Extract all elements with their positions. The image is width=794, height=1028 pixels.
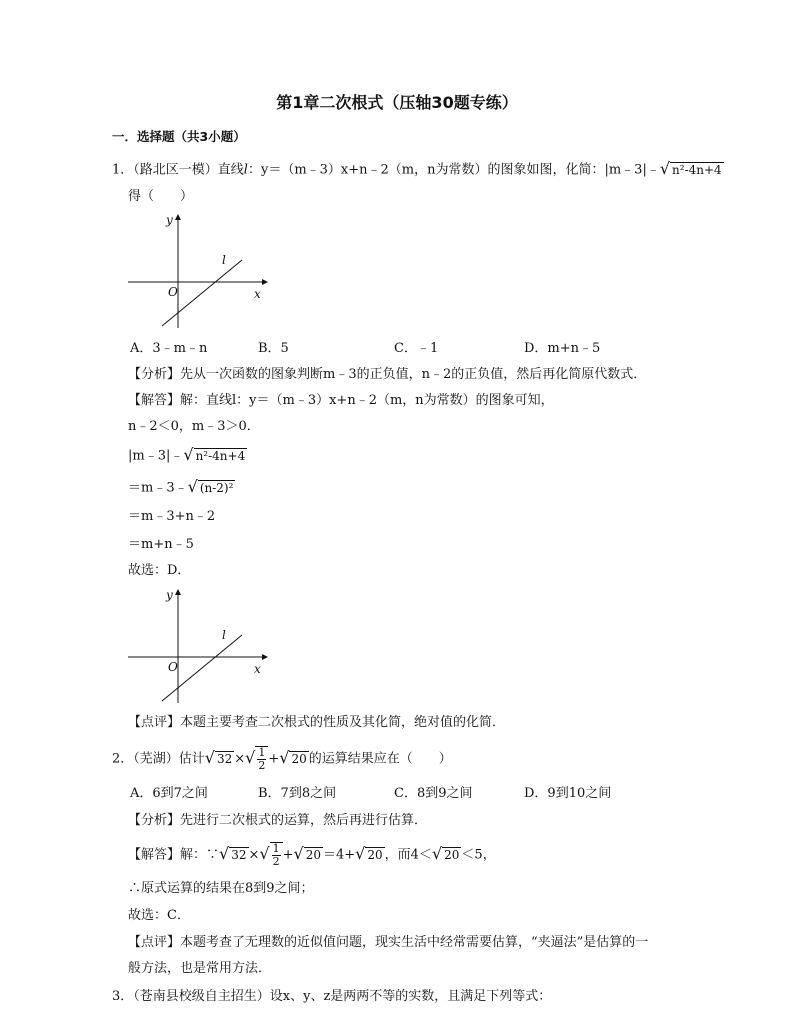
q1-solution-line4-radicand: (n-2)² <box>199 481 234 495</box>
q1-solution-choice: 故选：D． <box>128 563 191 578</box>
q1-graph <box>120 210 270 335</box>
q2-stem-plus: + <box>268 751 280 767</box>
q1-graph-l-label: l <box>222 253 226 267</box>
q1-stem-prefix: 1．（路北区一模）直线 <box>112 162 244 178</box>
q1-stem-colon: ： <box>247 162 261 178</box>
q2-stem <box>112 746 452 772</box>
q2-stem-times: × <box>234 751 246 767</box>
q1-comment: 【点评】本题主要考查二次根式的性质及其化简，绝对值的化简． <box>128 715 506 730</box>
q1-graph-x-arrow <box>262 279 268 285</box>
q2-comment-line2: 般方法，也是常用方法． <box>128 961 272 976</box>
q2-solution-equals: ＝4+ <box>323 847 356 863</box>
q2-analysis: 【分析】先进行二次根式的运算，然后再进行估算． <box>128 813 428 828</box>
q1-line-name: l <box>243 162 248 178</box>
q2-solution-line2: ∴原式运算的结果在8到9之间； <box>128 881 314 896</box>
q1-solution-line5: ＝m﹣3+n﹣2 <box>128 509 216 524</box>
q2-solution-sqrt32: √ 32 <box>219 844 247 863</box>
q2-solution-sqrt20-c: √ 20 <box>431 844 460 863</box>
q1-solution-graph-y-arrow <box>175 589 181 595</box>
q2-solution <box>128 842 496 868</box>
q2-solution-while: ，而4＜ <box>384 847 432 863</box>
q1-solution-line3 <box>128 446 247 466</box>
q2-option-b: B．7到8之间 <box>258 786 337 801</box>
q2-option-d: D．9到10之间 <box>524 786 612 801</box>
q1-solution-line1: 【解答】解：直线l：y＝（m﹣3）x+n﹣2（m，n为常数）的图象可知， <box>128 393 554 408</box>
q1-solution-line3-radical: √ n²-4n+4 <box>183 445 246 464</box>
q2-solution-sqrt-half: √ $\frac{1}{2}$ <box>259 842 282 868</box>
q1-solution-line4-radical: √ (n-2)² <box>187 477 234 496</box>
q2-stem-prefix: 2．（芜湖）估计 <box>112 751 205 767</box>
q1-option-a: A．3﹣m﹣n <box>130 341 208 356</box>
q1-solution-line4 <box>128 478 235 498</box>
q1-stem <box>112 160 724 180</box>
q2-solution-radicand-20-c: 20 <box>444 848 460 862</box>
q2-stem-sqrt20: √ 20 <box>279 748 307 767</box>
q2-solution-sqrt20-a: √ 20 <box>293 844 321 863</box>
q3-stem: 3．（苍南县校级自主招生）设x、y、z是两两不等的实数，且满足下列等式： <box>112 989 552 1004</box>
q1-solution-line3-radicand: n²-4n+4 <box>195 449 246 463</box>
q1-graph-y-arrow <box>175 214 181 220</box>
q2-stem-fraction <box>257 747 266 772</box>
q1-solution-graph-x-arrow <box>262 654 268 660</box>
q1-solution-line2: n﹣2＜0，m﹣3＞0． <box>128 419 260 434</box>
q1-graph-origin-label: O <box>168 285 178 299</box>
q1-solution-line3-text: |m﹣3|﹣ <box>128 448 184 464</box>
q2-solution-sqrt20-b: √ 20 <box>355 844 383 863</box>
q2-solution-prefix: 【解答】解：∵ <box>128 847 220 863</box>
q2-option-c: C．8到9之间 <box>394 786 473 801</box>
q2-stem-fraction-num: 1 <box>258 746 266 759</box>
q1-graph-x-label: x <box>254 287 261 301</box>
q2-stem-radicand-32: 32 <box>216 752 233 766</box>
q1-solution-graph-l-label: l <box>222 628 226 642</box>
q1-solution-line6: ＝m+n﹣5 <box>128 537 194 552</box>
q1-solution-graph-y-label: y <box>166 588 173 602</box>
page-title: 第1章二次根式（压轴30题专练） <box>276 93 518 112</box>
q1-analysis: 【分析】先从一次函数的图象判断m﹣3的正负值，n﹣2的正负值，然后再化简原代数式． <box>128 367 647 382</box>
q1-stem-radicand: n²-4n+4 <box>672 163 722 177</box>
q2-option-a: A．6到7之间 <box>130 786 208 801</box>
q1-solution-graph-x-label: x <box>254 662 261 676</box>
q2-stem-radicand-20: 20 <box>291 752 307 766</box>
q2-solution-plus: + <box>282 847 294 863</box>
q1-stem-body: y＝（m﹣3）x+n﹣2（m，n为常数）的图象如图，化简：|m﹣3|﹣ <box>260 162 660 178</box>
q2-stem-sqrt-half: √ $\frac{1}{2}$ <box>245 746 268 772</box>
q1-solution-graph-origin-label: O <box>168 660 178 674</box>
q1-solution-graph <box>120 585 270 710</box>
q2-solution-radicand-20-b: 20 <box>367 848 383 862</box>
q1-stem-radical: √ n²-4n+4 <box>659 159 722 178</box>
q2-stem-suffix: 的运算结果应在（ ） <box>308 751 452 767</box>
q2-solution-tail: ＜5， <box>461 847 496 863</box>
q1-graph-y-label: y <box>166 213 173 227</box>
q1-option-c: C．﹣1 <box>394 341 439 356</box>
q2-solution-times: × <box>248 847 260 863</box>
q1-option-b: B．5 <box>258 341 289 356</box>
q2-solution-radicand-20-a: 20 <box>305 848 321 862</box>
q2-solution-fraction-den: 2 <box>272 855 280 868</box>
q2-solution-radicand-32: 32 <box>231 848 247 862</box>
q2-solution-fraction-num: 1 <box>272 842 280 855</box>
q1-stem-tail: 得（ ） <box>128 189 194 204</box>
q2-stem-fraction-den: 2 <box>258 759 266 772</box>
q2-solution-choice: 故选：C． <box>128 908 190 923</box>
q1-solution-line4-text: ＝m﹣3﹣ <box>128 480 188 496</box>
q2-solution-fraction <box>272 843 281 868</box>
q2-stem-sqrt32: √ 32 <box>204 748 233 767</box>
section-heading-choice: 一．选择题（共3小题） <box>112 129 246 144</box>
q2-comment-line1: 【点评】本题考查了无理数的近似值问题，现实生活中经常需要估算，“夹逼法”是估算的一 <box>128 935 649 950</box>
q1-option-d: D．m+n﹣5 <box>524 341 601 356</box>
